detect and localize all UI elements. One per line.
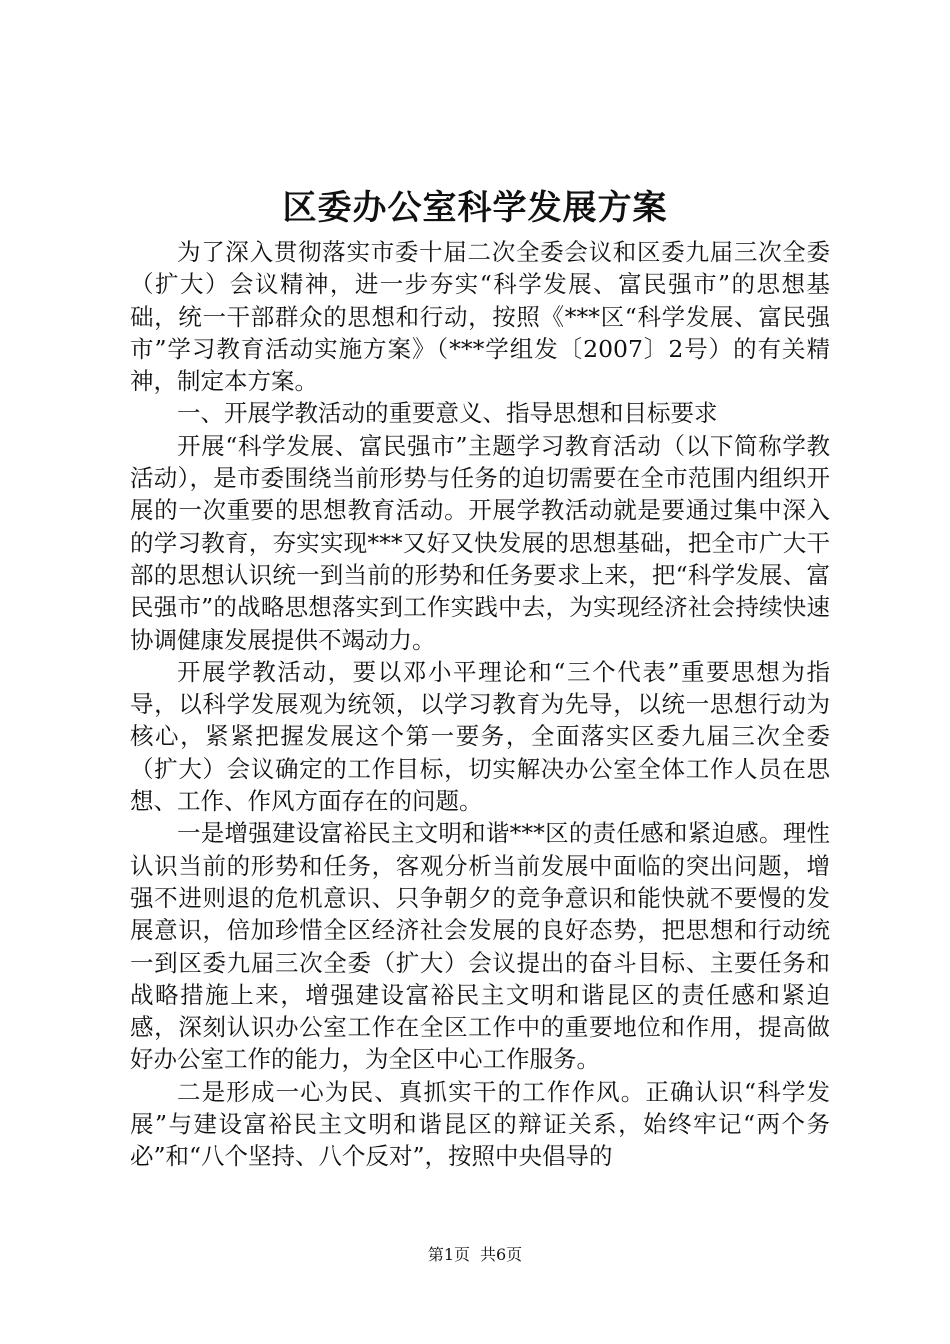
section-heading-1: 一、开展学教活动的重要意义、指导思想和目标要求 xyxy=(177,399,718,428)
document-body xyxy=(130,236,830,1173)
page-number: 第1页 xyxy=(427,1245,470,1264)
paragraph-guiding-thought: 开展学教活动，要以邓小平理论和“三个代表”重要思想为指导，以科学发展观为统领，以学习教育为先导，以统一思想行动为核心，紧紧把握发展这个第一要务，全面落实区委九届三次全委（扩大）会议确定的工作目标，切实解决办公室全体工作人员在思想、工作、作风方面存在的问题。 xyxy=(130,657,830,816)
page-footer xyxy=(0,1243,950,1267)
paragraph-intro: 为了深入贯彻落实市委十届二次全委会议和区委九届三次全委（扩大）会议精神，进一步夯实“科学发展、富民强市”的思想基础，统一干部群众的思想和行动，按照《***区“科学发展、富民强市”学习教育活动实施方案》（***学组发〔2007〕2号）的有关精神，制定本方案。 xyxy=(130,238,830,396)
paragraph-goal-two: 二是形成一心为民、真抓实干的工作作风。正确认识“科学发展”与建设富裕民主文明和谐昆区的辩证关系，始终牢记“两个务必”和“八个坚持、八个反对”，按照中央倡导的 xyxy=(130,1077,830,1171)
document-title: 区委办公室科学发展方案 xyxy=(282,188,668,228)
page-total: 共6页 xyxy=(480,1245,523,1264)
paragraph-goal-one: 一是增强建设富裕民主文明和谐***区的责任感和紧迫感。理性认识当前的形势和任务，客观分析当前发展中面临的突出问题，增强不进则退的危机意识、只争朝夕的竞争意识和能快就不要慢的发展意识，倍加珍惜全区经济社会发展的良好态势，把思想和行动统一到区委九届三次全委（扩大）会议提出的奋斗目标、主要任务和战略措施上来，增强建设富裕民主文明和谐昆区的责任感和紧迫感，深刻认识办公室工作在全区工作中的重要地位和作用，提高做好办公室工作的能力，为全区中心工作服务。 xyxy=(130,819,830,1074)
paragraph-significance: 开展“科学发展、富民强市”主题学习教育活动（以下简称学教活动），是市委围绕当前形势与任务的迫切需要在全市范围内组织开展的一次重要的思想教育活动。开展学教活动就是要通过集中深入的学习教育，夯实实现***又好又快发展的思想基础，把全市广大干部的思想认识统一到当前的形势和任务要求上来，把“科学发展、富民强市”的战略思想落实到工作实践中去，为实现经济社会持续快速协调健康发展提供不竭动力。 xyxy=(130,431,830,654)
